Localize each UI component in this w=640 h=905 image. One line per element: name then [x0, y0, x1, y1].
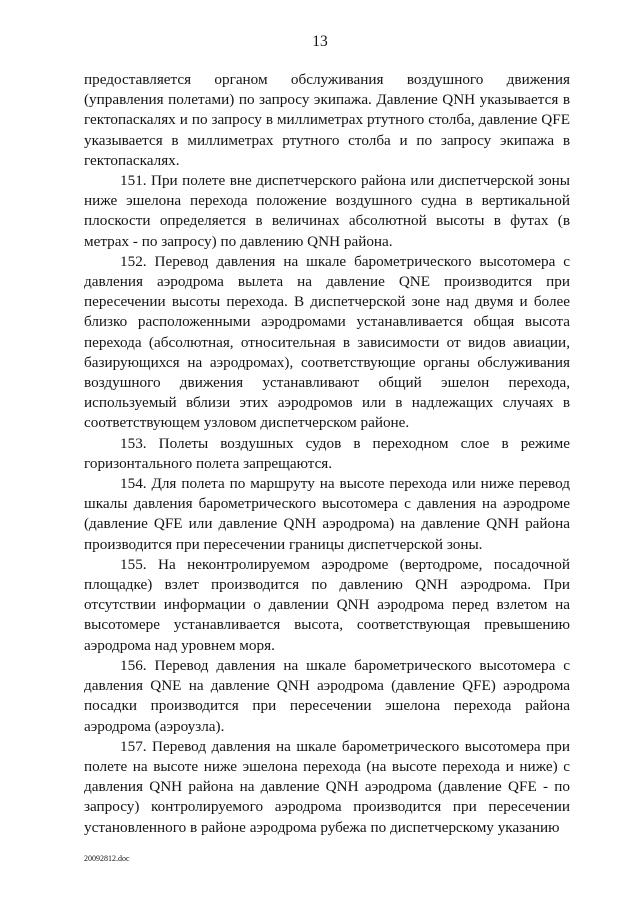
paragraph-152: 152. Перевод давления на шкале барометрического высотомера с давления аэродрома вылета на давление QNE производится при пересечении высоты перехода. В диспетчерской зоне над двумя и более близко расположенными аэродромами устанавливается общая высота перехода (абсолютная, относительная в зависимости от видов авиации, базирующихся на аэродромах), соответствующие органы обслуживания воздушного движения устанавливают общий эшелон перехода, используемый вблизи этих аэродромов или в надлежащих случаях в соответствующем узловом диспетчерском районе. [84, 252, 570, 432]
paragraph-continuation: предоставляется органом обслуживания воздушного движения (управления полетами) по запросу экипажа. Давление QNH указывается в гектопаскалях и по запросу в миллиметрах ртутного столба, давление QFE указывается в миллиметрах ртутного столба и по запросу экипажа в гектопаскалях. [84, 71, 570, 169]
paragraph-156: 156. Перевод давления на шкале барометрического высотомера с давления QNE на давление QNH аэродрома (давление QFE) аэродрома посадки производится при пересечении эшелона перехода района аэродрома (аэроузла). [84, 656, 570, 735]
document-body [84, 70, 570, 838]
paragraph-157: 157. Перевод давления на шкале барометрического высотомера при полете на высоте ниже эшелона перехода (на высоте перехода и ниже) с давления QNH района на давление QNH аэродрома (давление QFE - по запросу) контролируемого аэродрома производится при пересечении установленного в районе аэродрома рубежа по диспетчерскому указанию [84, 737, 570, 836]
footer-filename: 20092812.doc [84, 854, 130, 863]
paragraph-153: 153. Полеты воздушных судов в переходном слое в режиме горизонтального полета запрещаются. [84, 434, 570, 472]
page-number: 13 [312, 33, 328, 50]
paragraph-154: 154. Для полета по маршруту на высоте перехода или ниже перевод шкалы давления барометрического высотомера с давления на аэродроме (давление QFE или давление QNH аэродрома) на давление QNH района производится при пересечении границы диспетчерской зоны. [84, 475, 570, 553]
paragraph-155: 155. На неконтролируемом аэродроме (вертодроме, посадочной площадке) взлет производится по давлению QNH аэродрома. При отсутствии информации о давлении QNH аэродрома перед взлетом на высотомере устанавливается высота, соответствующая превышению аэродрома над уровнем моря. [84, 555, 570, 654]
paragraph-151: 151. При полете вне диспетчерского района или диспетчерской зоны ниже эшелона перехода положение воздушного судна в вертикальной плоскости определяется в величинах абсолютной высоты в футах (в метрах - по запросу) по давлению QNH района. [84, 172, 570, 250]
